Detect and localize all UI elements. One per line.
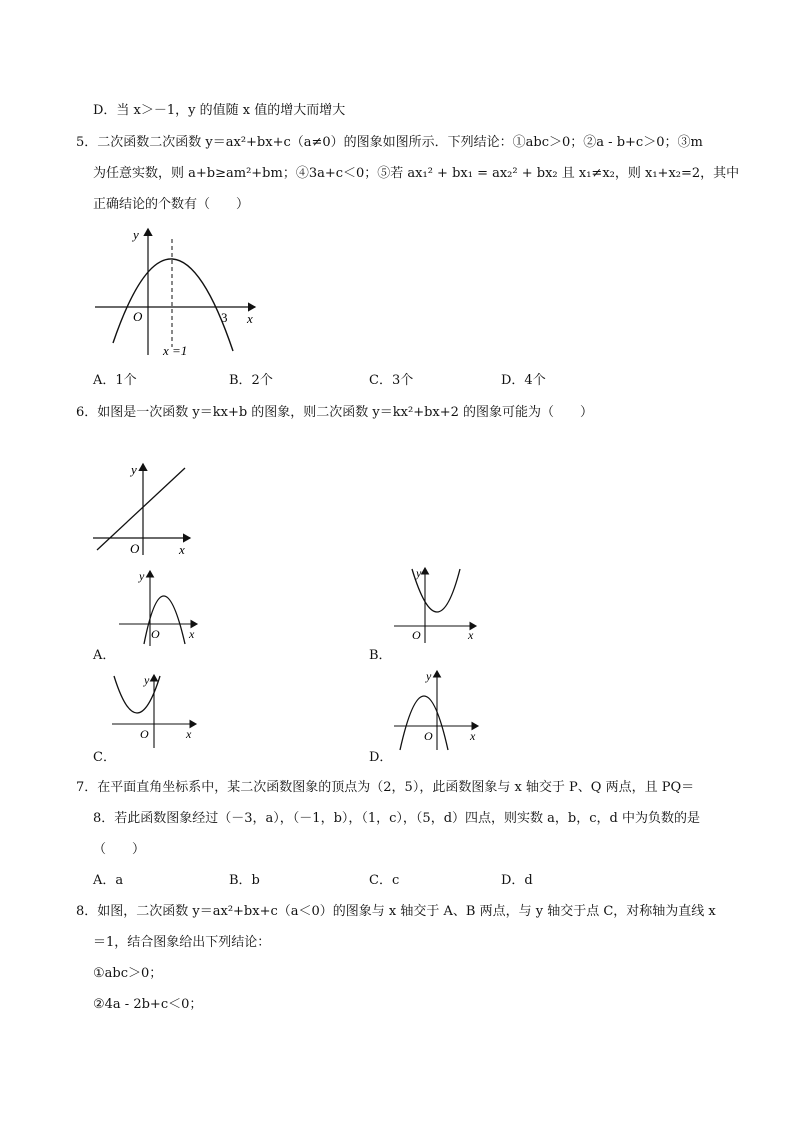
y-label: y xyxy=(133,227,139,242)
q6-option-a-label: A． xyxy=(93,648,116,663)
x-label: x xyxy=(179,542,185,557)
x-label: x xyxy=(468,628,474,642)
origin-label: O xyxy=(412,628,421,642)
q5-option-c: C．3个 xyxy=(369,373,414,388)
q5-option-d: D．4个 xyxy=(501,373,546,388)
origin-label: O xyxy=(424,729,433,743)
q5-stem-line-2: 为任意实数，则 a+b≥am²+bm；④3a+c＜0；⑤若 ax₁² + bx₁ = ax₂² + bx₂ 且 x₁≠x₂，则 x₁+x₂=2，其中 xyxy=(93,166,740,181)
q6-option-b-graph xyxy=(392,565,482,645)
x-label: x xyxy=(189,627,195,641)
q6-stem-line-1: 6．如图是一次函数 y＝kx+b 的图象，则二次函数 y＝kx²+bx+2 的图象可能为（ ） xyxy=(76,405,594,420)
q4-option-d: D．当 x＞－1，y 的值随 x 值的增大而增大 xyxy=(93,103,346,118)
q7-option-d: D．d xyxy=(501,873,533,888)
three-label: 3 xyxy=(221,310,228,325)
q5-stem-line-1: 5．二次函数二次函数 y＝ax²+bx+c（a≠0）的图象如图所示．下列结论：①abc＞0；②a - b+c＞0；③m xyxy=(76,135,703,150)
parabola-curve xyxy=(113,259,233,351)
q6-option-c-label: C． xyxy=(93,750,116,765)
axis-of-symmetry-label: x =1 xyxy=(163,343,188,358)
parabola-curve xyxy=(114,676,160,713)
x-label: x xyxy=(247,311,253,326)
origin-label: O xyxy=(140,727,149,741)
y-label: y xyxy=(416,566,422,580)
q6-option-b-label: B． xyxy=(369,648,392,663)
y-label: y xyxy=(139,569,145,583)
q8-stem-line-1: 8．如图，二次函数 y＝ax²+bx+c（a＜0）的图象与 x 轴交于 A、B 两点，与 y 轴交于点 C，对称轴为直线 x xyxy=(76,904,716,919)
q7-option-b: B．b xyxy=(229,873,260,888)
q6-option-d-label: D． xyxy=(369,750,393,765)
y-label: y xyxy=(131,462,137,477)
q6-option-a-graph xyxy=(117,568,202,648)
q8-conclusion-2: ②4a - 2b+c＜0； xyxy=(93,997,203,1012)
origin-label: O xyxy=(133,309,143,324)
q6-option-d-graph xyxy=(392,668,484,752)
q5-parabola-figure xyxy=(93,225,263,360)
y-label: y xyxy=(426,669,432,683)
q7-stem-line-1: 7．在平面直角坐标系中，某二次函数图象的顶点为（2，5），此函数图象与 x 轴交于 P、Q 两点，且 PQ＝ xyxy=(76,780,695,795)
q5-option-a: A．1个 xyxy=(93,373,137,388)
q7-option-a: A．a xyxy=(93,873,124,888)
q8-conclusion-1: ①abc＞0； xyxy=(93,966,163,981)
origin-label: O xyxy=(130,541,140,556)
q7-stem-line-3: （ ） xyxy=(93,842,146,857)
q5-option-b: B．2个 xyxy=(229,373,273,388)
x-label: x xyxy=(186,727,192,741)
x-label: x xyxy=(470,729,476,743)
origin-label: O xyxy=(151,627,160,641)
y-label: y xyxy=(144,673,150,687)
q7-stem-line-2: 8．若此函数图象经过（－3，a），（－1，b），（1，c），（5，d）四点，则实数 a，b，c，d 中为负数的是 xyxy=(93,811,700,826)
q6-linear-figure xyxy=(93,460,198,558)
q5-stem-line-3: 正确结论的个数有（ ） xyxy=(93,197,250,212)
q7-option-c: C．c xyxy=(369,873,400,888)
q8-stem-line-2: ＝1，结合图象给出下列结论： xyxy=(93,935,271,950)
q6-option-c-graph xyxy=(110,672,202,750)
